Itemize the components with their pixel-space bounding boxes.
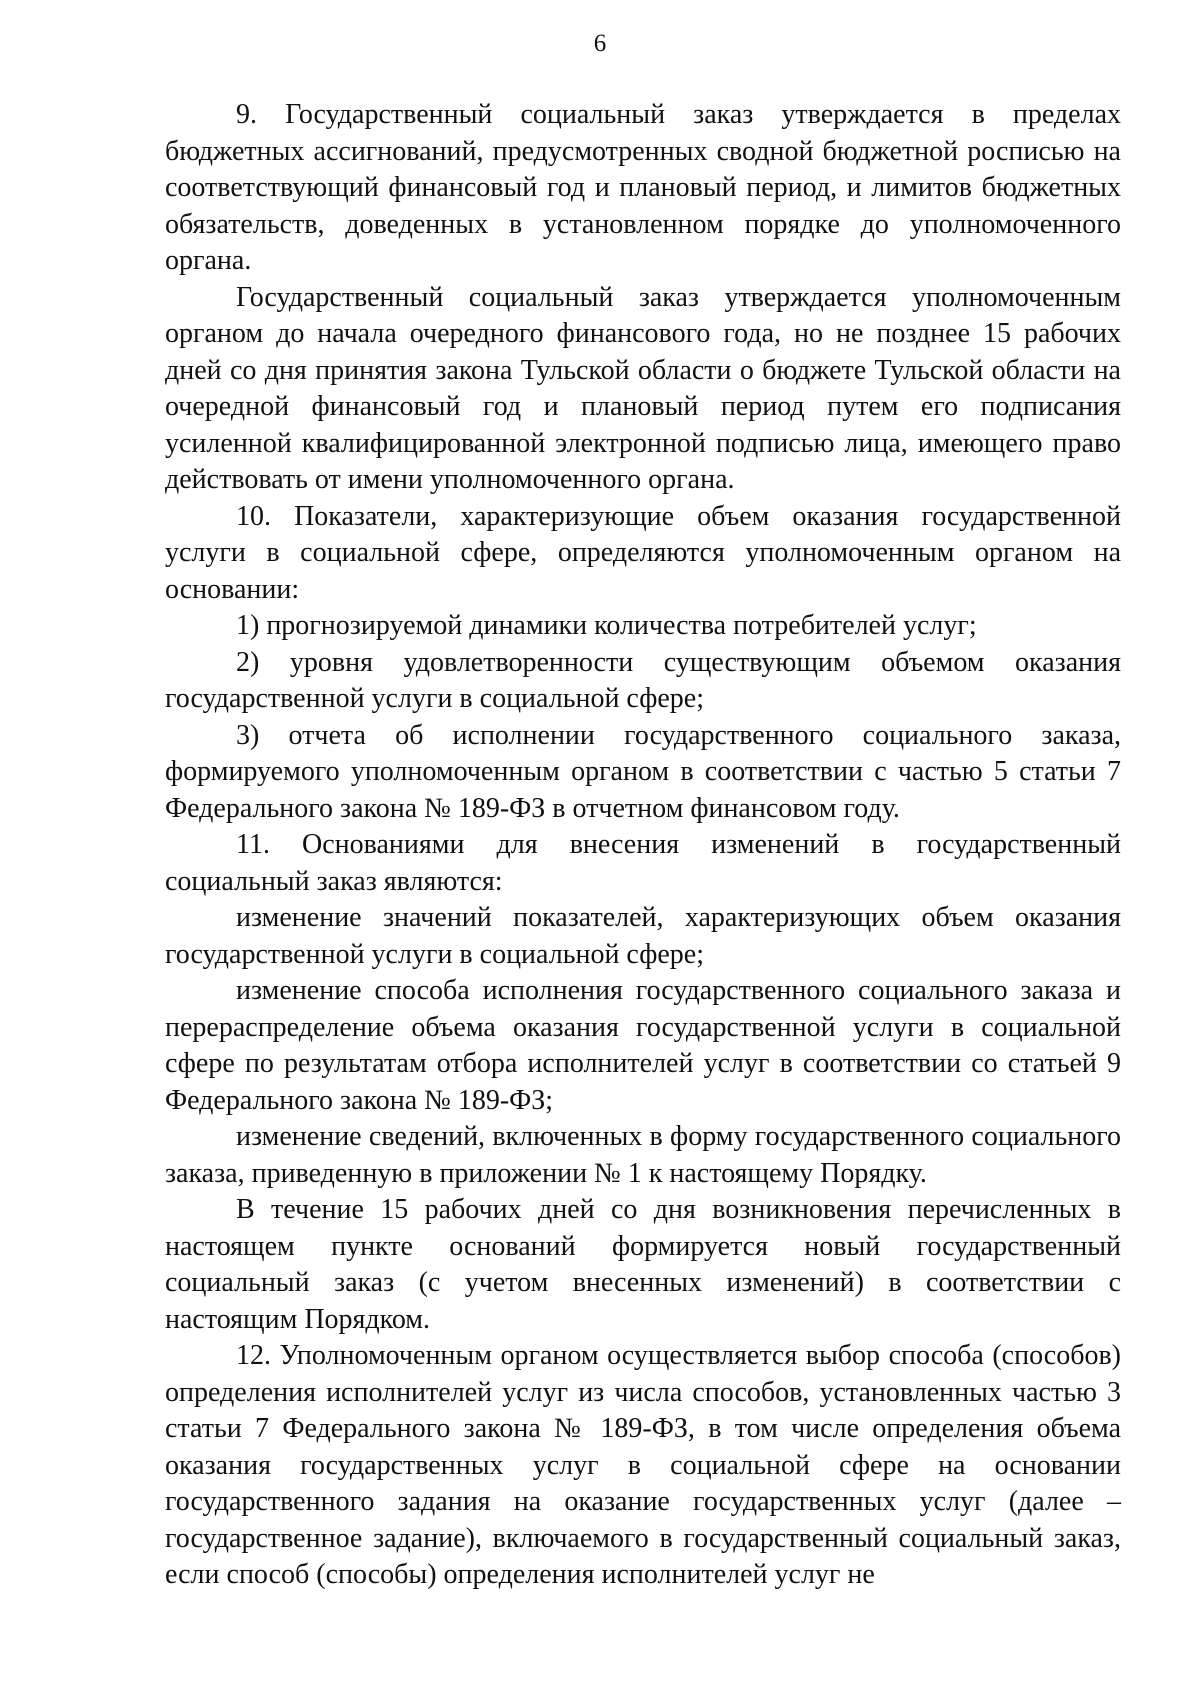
list-item-indicator-values-change: изменение значений показателей, характеризующих объем оказания государственной услуги в социальной сфере;: [165, 902, 1121, 970]
paragraph-11-grounds-for-changes: 11. Основаниями для внесения изменений в государственный социальный заказ являются:: [165, 829, 1121, 897]
list-item-satisfaction-level: 2) уровня удовлетворенности существующим объемом оказания государственной услуги в социальной сфере;: [165, 646, 1121, 714]
document-body: [165, 97, 1121, 1594]
paragraph-12-executor-selection: 12. Уполномоченным органом осуществляется выбор способа (способов) определения исполнителей услуг из числа способов, установленных частью 3 статьи 7 Федерального закона № 189-ФЗ, в том числе определения объема оказания государственных услуг в социальной сфере на основании государственного задания на оказание государственных услуг (далее – государственное задание), включаемого в государственный социальный заказ, если способ (способы) определения исполнителей услуг не: [165, 1340, 1121, 1590]
list-item-execution-report: 3) отчета об исполнении государственного социального заказа, формируемого уполномоченным органом в соответствии с частью 5 статьи 7 Федерального закона № 189-ФЗ в отчетном финансовом году.: [165, 719, 1121, 824]
paragraph-9-state-social-order-approval-limits: 9. Государственный социальный заказ утверждается в пределах бюджетных ассигнований, предусмотренных сводной бюджетной росписью на соответствующий финансовый год и плановый период, и лимитов бюджетных обязательств, доведенных в установленном порядке до уполномоченного органа.: [165, 99, 1121, 276]
list-item-consumer-dynamics: 1) прогнозируемой динамики количества потребителей услуг;: [236, 610, 977, 641]
page-number: 6: [593, 30, 607, 57]
list-item-execution-method-change: изменение способа исполнения государственного социального заказа и перераспределение объема оказания государственной услуги в социальной сфере по результатам отбора исполнителей услуг в соответствии со статьей 9 Федерального закона № 189-ФЗ;: [165, 975, 1121, 1116]
list-item-form-data-change: изменение сведений, включенных в форму государственного социального заказа, приведенную в приложении № 1 к настоящему Порядку.: [165, 1121, 1121, 1189]
paragraph-10-service-volume-indicators: 10. Показатели, характеризующие объем оказания государственной услуги в социальной сфере, определяются уполномоченным органом на основании:: [165, 500, 1121, 605]
paragraph-new-order-formation: В течение 15 рабочих дней со дня возникновения перечисленных в настоящем пункте оснований формируется новый государственный социальный заказ (с учетом внесенных изменений) в соответствии с настоящим Порядком.: [165, 1194, 1121, 1335]
paragraph-approval-deadline: Государственный социальный заказ утверждается уполномоченным органом до начала очередного финансового года, но не позднее 15 рабочих дней со дня принятия закона Тульской области о бюджете Тульской области на очередной финансовый год и плановый период путем его подписания усиленной квалифицированной электронной подписью лица, имеющего право действовать от имени уполномоченного органа.: [165, 281, 1121, 495]
